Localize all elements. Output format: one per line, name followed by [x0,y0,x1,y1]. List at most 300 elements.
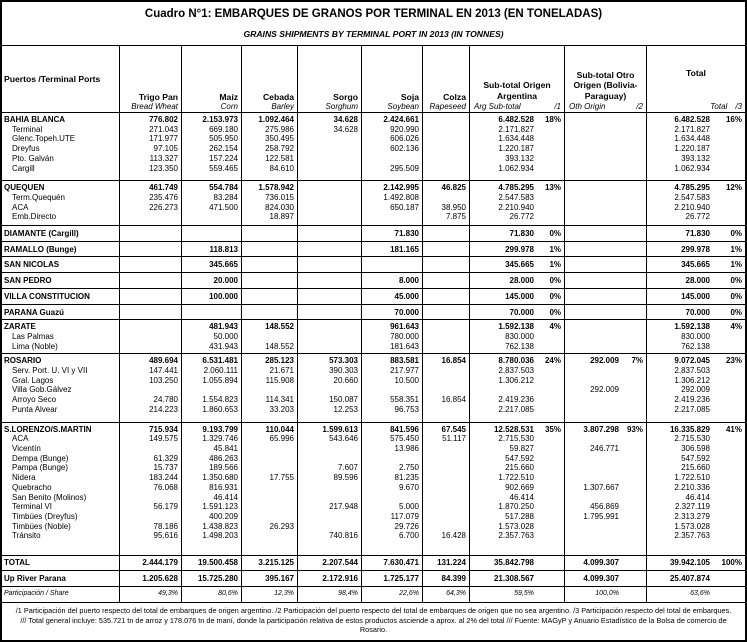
cell-value: 4.099.307 [583,558,619,568]
cell-percent [713,395,745,405]
port-name: PARANA Guazú [2,305,120,320]
cell-value: 2.547.583 [498,192,534,202]
cell-value [120,242,182,257]
cell-value [298,385,362,395]
cell-value: 1.062.934 [674,163,710,173]
column-label-es: Total [686,68,706,79]
cell-percent [622,512,647,522]
cell-value: 67.545 [423,423,470,435]
cell-percent [713,376,745,386]
cell-value: 481.943 [182,320,242,332]
cell-percent: 0% [537,273,565,288]
table-row [2,164,745,181]
cell-value: 45.841 [182,444,242,454]
cell-value: 2.217.085 [674,404,710,414]
cell-value: 117.079 [362,512,423,522]
table-row [2,225,745,241]
cell-percent [713,454,745,464]
cell-value: 1.860.653 [182,405,242,422]
cell-value: 28.000 [685,276,710,286]
cell-percent: 18% [537,113,565,125]
cell-percent [537,134,565,144]
cell-value: 2.715.530 [674,434,710,444]
cell-value [565,273,622,288]
column-label-en-row [470,101,564,112]
cell-percent: 23% [725,356,742,366]
cell-value: 6.482.528 [498,115,534,124]
cell-value: 2.357.763 [498,531,534,541]
cell-value: 1.870.250 [498,502,534,512]
cell-value: 157.224 [182,154,242,164]
port-name: S.LORENZO/S.MARTIN [2,423,120,435]
cell-value: 1.306.212 [674,375,710,385]
cell-value: 1.055.894 [182,376,242,386]
cell-value: 246.771 [590,443,619,453]
cell-value: 217.977 [362,366,423,376]
cell-value: 2.837.503 [674,366,710,376]
cell-value: 226.273 [120,203,182,213]
cell-value: 902.669 [505,482,534,492]
cell-value: 1.092.464 [242,113,298,125]
cell-value [242,273,298,288]
cell-value: 2.419.236 [674,395,710,405]
cell-value: 5.000 [362,502,423,512]
cell-value [423,193,470,203]
cell-value [298,203,362,213]
cell-value: 10.500 [362,376,423,386]
cell-percent [537,212,565,225]
cell-value: 1.062.934 [498,163,534,173]
cell-value: 2.217.085 [498,404,534,414]
cell-percent [622,154,647,164]
cell-value: 883.581 [362,354,423,366]
cell-value: 1.722.510 [674,473,710,483]
cell-percent [537,193,565,203]
cell-percent [622,587,647,602]
cell-value: 235.476 [120,193,182,203]
cell-value: 21.671 [242,366,298,376]
cell-percent [537,444,565,454]
column-label-es: Colza [443,92,466,102]
cell-value [242,512,298,522]
cell-value: 7.630.471 [362,556,423,570]
cell-value: 56.179 [120,502,182,512]
port-name: Villa Gob.Gálvez [2,385,120,395]
cell-value [423,273,470,288]
table-row [2,512,745,522]
cell-value: 59.827 [509,443,534,453]
port-name: Timbúes (Noble) [2,522,120,532]
cell-value: 71.830 [685,229,710,239]
cell-value: 110.044 [242,423,298,435]
cell-value: 147.441 [120,366,182,376]
cell-value [423,502,470,512]
cell-value: 46.414 [509,492,534,502]
cell-value: 2.171.827 [498,124,534,134]
cell-value [423,385,470,395]
cell-value [242,226,298,241]
port-name: ZARATE [2,320,120,332]
port-name: Timbúes (Dreyfus) [2,512,120,522]
cell-value [298,289,362,304]
cell-value: 123.350 [120,164,182,181]
cell-percent [713,203,745,213]
cell-percent [713,154,745,164]
cell-value: 762.138 [681,341,710,351]
cell-percent: 13% [537,181,565,193]
cell-value [423,522,470,532]
cell-value [565,376,622,386]
cell-value: 1.722.510 [498,473,534,483]
port-column-header [2,46,120,112]
cell-value [298,332,362,342]
cell-value [242,502,298,512]
port-name: Glenc.Topeh.UTE [2,134,120,144]
table-row [2,376,745,386]
cell-value [298,454,362,464]
cell-value [565,342,622,354]
cell-value: 2.837.503 [498,366,534,376]
cell-value [565,154,622,164]
cell-value: 29.726 [362,522,423,532]
cell-value [298,342,362,354]
port-name: Nidera [2,473,120,483]
cell-value: 20.000 [182,273,242,288]
cell-value: 1.578.942 [242,181,298,193]
cell-value: 776.802 [120,113,182,125]
cell-percent [537,385,565,395]
cell-value: 2.210.336 [674,482,710,492]
column-label-es: Sorgo [333,92,358,102]
table-row [2,463,745,473]
cell-value: 19.500.458 [182,556,242,570]
cell-value: 25.407.874 [669,573,710,583]
cell-value [565,289,622,304]
cell-percent [713,212,745,225]
cell-value: 431.943 [182,342,242,354]
cell-value [423,144,470,154]
cell-value: 171.977 [120,134,182,144]
port-name: San Benito (Molinos) [2,493,120,503]
cell-percent [537,493,565,503]
cell-value: 181.643 [362,342,423,354]
cell-value: 100,0% [595,590,619,598]
cell-percent [537,144,565,154]
cell-value [298,154,362,164]
column-label-en: Oth Origin [569,102,606,111]
cell-percent [622,273,647,288]
table-row [2,342,745,354]
cell-percent [537,405,565,422]
cell-value: 6.531.481 [182,354,242,366]
cell-value: 8.780.036 [498,356,534,366]
cell-percent [713,502,745,512]
cell-percent [713,571,745,587]
cell-percent [622,376,647,386]
cell-value: 38.950 [423,203,470,213]
cell-value: 183.244 [120,473,182,483]
cell-value: 1.795.991 [583,511,619,521]
cell-value [423,444,470,454]
port-name: Lima (Noble) [2,342,120,354]
cell-percent [622,242,647,257]
cell-value: 65.996 [242,434,298,444]
column-label-en-row [647,101,745,112]
cell-value [120,226,182,241]
cell-value: 81.235 [362,473,423,483]
cell-value: 1.498.203 [182,531,242,555]
cell-value: 15.725.280 [182,571,242,587]
cell-value [120,512,182,522]
port-name: DIAMANTE (Cargill) [2,226,120,241]
cell-value [565,125,622,135]
cell-value: 292.009 [590,356,619,366]
port-name: Gral. Lagos [2,376,120,386]
cell-percent [713,434,745,444]
cell-value: 345.665 [182,257,242,272]
cell-value: 558.351 [362,395,423,405]
cell-value: 17.755 [242,473,298,483]
cell-percent [622,125,647,135]
cell-value: 2.313.279 [674,511,710,521]
table-row [2,522,745,532]
cell-value [242,257,298,272]
cell-value [423,332,470,342]
port-name: Dempa (Bunge) [2,454,120,464]
cell-value [565,395,622,405]
column-label-es: Sub-total Origen Argentina [483,80,551,101]
cell-value [120,320,182,332]
cell-value: 18.897 [242,212,298,225]
cell-value: 35.842.798 [493,558,534,568]
cell-percent [622,203,647,213]
cell-percent [713,332,745,342]
cell-value [120,273,182,288]
cell-percent: 41% [725,424,742,434]
cell-value: 295.509 [362,164,423,181]
cell-value: 2.210.940 [498,202,534,212]
cell-percent [537,203,565,213]
cell-percent [622,164,647,181]
port-name: Participación / Share [2,587,120,602]
cell-percent [537,502,565,512]
port-name: Term.Quequén [2,193,120,203]
cell-value [362,493,423,503]
cell-value: 181.165 [362,242,423,257]
port-name: SAN NICOLAS [2,257,120,272]
cell-percent: 1% [537,257,565,272]
cell-percent [622,522,647,532]
table-row [2,493,745,503]
cell-percent: 4% [730,322,742,332]
cell-percent: 0% [537,289,565,304]
cell-value [242,454,298,464]
column-label-es: Soja [400,92,419,102]
cell-value: 100.000 [182,289,242,304]
cell-value [423,305,470,320]
cell-value: 4.099.307 [583,573,619,583]
cell-value [362,154,423,164]
cell-value: 6.700 [362,531,423,555]
cell-value: 1.599.613 [298,423,362,435]
cell-value: 2.327.119 [675,502,710,512]
cell-value: 21.308.567 [493,573,534,583]
cell-percent [713,342,745,354]
column-header-row [2,46,745,113]
cell-value: 46.414 [182,493,242,503]
table-row [2,288,745,304]
cell-percent [537,434,565,444]
cell-value [565,203,622,213]
cell-value [298,522,362,532]
cell-value [298,242,362,257]
cell-value [565,226,622,241]
cell-percent [622,405,647,422]
cell-value: 26.772 [509,212,534,222]
cell-value: 292.009 [681,385,710,395]
cell-percent [622,502,647,512]
cell-value: 393.132 [681,153,710,163]
cell-value: 2.142.995 [362,181,423,193]
cell-value [362,212,423,225]
cell-value: 489.694 [120,354,182,366]
port-name: Tránsito [2,531,120,555]
cell-value [120,305,182,320]
cell-value [565,493,622,503]
cell-value: 471.500 [182,203,242,213]
title-area [2,2,745,46]
table-row [2,241,745,257]
cell-percent [622,473,647,483]
cell-value [298,212,362,225]
cell-percent: 4% [537,320,565,332]
cell-value: 1.573.028 [498,521,534,531]
column-header-cebada [242,46,298,112]
cell-value [423,405,470,422]
cell-value [423,366,470,376]
table-row [2,304,745,320]
cell-percent [713,125,745,135]
cell-value: 26.293 [242,522,298,532]
cell-value: 189.566 [182,463,242,473]
port-name: ACA [2,434,120,444]
table-body [2,113,745,602]
column-label-es: Trigo Pan [138,92,178,102]
cell-percent: 1% [730,244,742,254]
cell-value [298,181,362,193]
cell-value: 2.715.530 [498,434,534,444]
cell-value [242,242,298,257]
cell-value [362,454,423,464]
cell-value [423,454,470,464]
cell-value: 715.934 [120,423,182,435]
cell-value: 780.000 [362,332,423,342]
cell-value: 148.552 [242,342,298,354]
cell-percent [537,454,565,464]
cell-value [565,212,622,225]
cell-percent [622,134,647,144]
cell-percent: 16% [725,115,742,124]
cell-value: 606.026 [362,134,423,144]
table-row [2,134,745,144]
cell-value: 400.209 [182,512,242,522]
cell-percent [713,444,745,454]
cell-percent [537,342,565,354]
cell-value [565,134,622,144]
cell-value [565,305,622,320]
cell-percent [537,164,565,181]
table-row [2,502,745,512]
cell-value: 46.825 [423,181,470,193]
cell-value: 16.428 [423,531,470,555]
cell-value: 1.220.187 [674,144,710,154]
cell-percent [537,483,565,493]
cell-value: 215.660 [505,463,534,473]
cell-value: 16.854 [423,395,470,405]
cell-value: 131.224 [423,556,470,570]
cell-value: 299.978 [681,244,710,254]
cell-percent: 7% [622,354,647,366]
cell-value: 258.792 [242,144,298,154]
cell-value [565,193,622,203]
cell-value: 12.528.531 [493,424,534,434]
cell-value: 70.000 [362,305,423,320]
cell-value [565,144,622,154]
column-label-es: Cebada [262,92,294,102]
table-row [2,570,745,587]
cell-percent [537,463,565,473]
cell-value: 299.978 [505,244,534,254]
cell-value: 114.341 [242,395,298,405]
cell-value [120,342,182,354]
cell-value [298,193,362,203]
cell-percent [537,512,565,522]
cell-value: 306.598 [681,443,710,453]
cell-value [242,289,298,304]
cell-value [120,212,182,225]
cell-value: 39.942.105 [669,558,710,568]
cell-value: 1.220.187 [498,144,534,154]
cell-value: 15.737 [120,463,182,473]
cell-value: 559.465 [182,164,242,181]
port-name: ROSARIO [2,354,120,366]
cell-value: 292.009 [590,385,619,395]
cell-value: 16.335.829 [669,424,710,434]
table-row [2,434,745,444]
port-name: Arroyo Seco [2,395,120,405]
cell-percent [713,531,745,555]
cell-value: 390.303 [298,366,362,376]
port-name: VILLA CONSTITUCION [2,289,120,304]
cell-percent [622,493,647,503]
column-header-soja [362,46,423,112]
cell-percent [622,483,647,493]
cell-value: 22,6% [362,587,423,602]
cell-value: 1.329.746 [182,434,242,444]
cell-value: 24.780 [120,395,182,405]
table-row [2,212,745,225]
cell-value [423,257,470,272]
cell-value: 393.132 [505,153,534,163]
port-name: Terminal [2,125,120,135]
port-name: Punta Alvear [2,405,120,422]
cell-percent: 35% [537,423,565,435]
cell-value: 554.784 [182,181,242,193]
cell-percent [713,522,745,532]
cell-percent [537,473,565,483]
cell-value [423,463,470,473]
column-header-trigo-pan [120,46,182,112]
